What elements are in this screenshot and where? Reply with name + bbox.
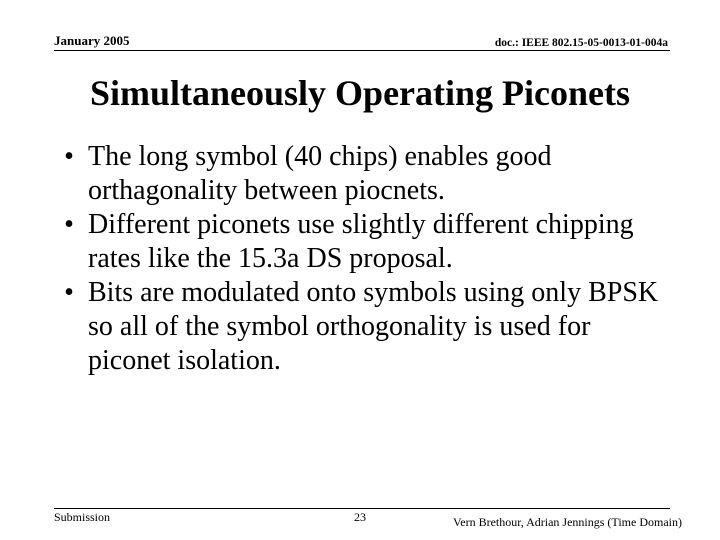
header-doc-id: doc.: IEEE 802.15-05-0013-01-004a: [494, 37, 668, 49]
header-date: January 2005: [54, 33, 130, 48]
bullet-item: [58, 208, 668, 276]
page-number: 23: [354, 510, 366, 524]
bullet-list: [58, 140, 668, 378]
footer-divider: [54, 508, 670, 509]
footer-submission: Submission: [54, 510, 111, 524]
footer-authors: Vern Brethour, Adrian Jennings (Time Domain): [452, 515, 682, 529]
bullet-item: [58, 276, 668, 378]
slide-title: Simultaneously Operating Piconets: [89, 73, 631, 113]
bullet-icon: •: [64, 209, 74, 240]
header-divider: [54, 50, 670, 51]
bullet-icon: •: [64, 277, 74, 308]
bullet-icon: •: [64, 141, 74, 172]
bullet-text: Different piconets use slightly different chipping rates like the 15.3a DS proposal.: [88, 209, 634, 274]
bullet-text: Bits are modulated onto symbols using only BPSK so all of the symbol orthogonality is used for piconet isolation.: [88, 277, 659, 376]
bullet-text: The long symbol (40 chips) enables good orthagonality between piocnets.: [88, 141, 552, 206]
bullet-item: [58, 140, 668, 208]
